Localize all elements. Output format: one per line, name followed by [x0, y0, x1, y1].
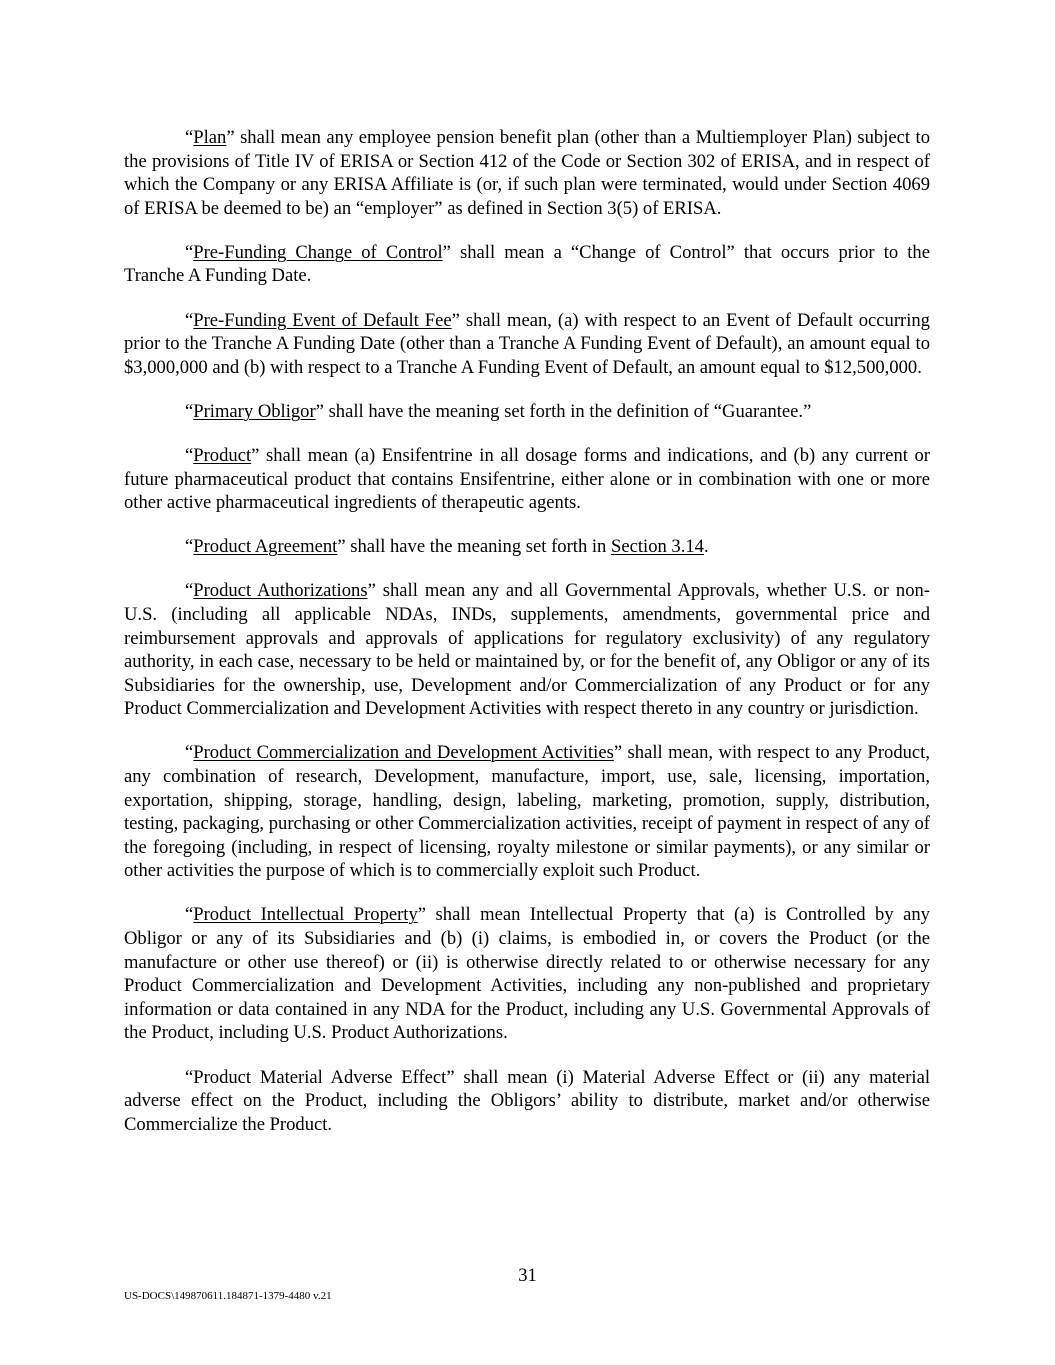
defined-term: Product Agreement — [193, 536, 338, 558]
defined-term: Primary Obligor — [193, 400, 316, 422]
section-reference: Section 3.14 — [611, 536, 704, 558]
defined-term: Plan — [193, 127, 227, 148]
definition-pre-funding-change-of-control: “Pre-Funding Change of Control” shall mean a “Change of Control” that occurs prior to the Tranche A Funding Date. — [124, 241, 930, 287]
definition-pre-funding-event-of-default-fee: “Pre-Funding Event of Default Fee” shall mean, (a) with respect to an Event of Default occurring prior to the Tranche A Funding Date (other than a Tranche A Funding Event of Default), an amount equal to $3,000,000 and (b) with respect to a Tranche A Funding Event of Default, an amount equal to $12,500,000. — [124, 309, 930, 378]
definition-product-agreement: “Product Agreement” shall have the meaning set forth in Section 3.14. — [185, 536, 709, 558]
page-number: 31 — [518, 1265, 537, 1286]
definition-product: “Product” shall mean (a) Ensifentrine in all dosage forms and indications, and (b) any current or future pharmaceutical product that contains Ensifentrine, either alone or in combination with one or more other active pharmaceutical ingredients of therapeutic agents. — [124, 444, 930, 514]
definition-plan: “Plan” shall mean any employee pension benefit plan (other than a Multiemployer Plan) subject to the provisions of Title IV of ERISA or Section 412 of the Code or Section 302 of ERISA, and in respect of which the Company or any ERISA Affiliate is (or, if such plan were terminated, would under Section 4069 of ERISA be deemed to be) an “employer” as defined in Section 3(5) of ERISA. — [124, 127, 930, 219]
defined-term: Pre-Funding Change of Control — [193, 241, 443, 263]
document-id: US-DOCS\149870611.184871-1379-4480 v.21 — [124, 1290, 332, 1302]
defined-term: Product — [193, 444, 252, 466]
definition-product-intellectual-property: “Product Intellectual Property” shall mean Intellectual Property that (a) is Controlled by any Obligor or any of its Subsidiaries and (b) (i) claims, is embodied in, or covers the Product (or the manufacture or other use thereof) or (ii) is otherwise directly related to or otherwise necessary for any Product Commercialization and Development Activities, including any non-published and proprietary information or data contained in any NDA for the Product, including any U.S. Governmental Approvals of the Product, including U.S. Product Authorizations. — [124, 904, 930, 1044]
defined-term: Pre-Funding Event of Default Fee — [193, 309, 452, 331]
defined-term: Product Commercialization and Development Activities — [193, 742, 614, 764]
defined-term: Product Intellectual Property — [193, 904, 418, 926]
definition-product-commercialization-and-development-activities: “Product Commercialization and Development Activities” shall mean, with respect to any Product, any combination of research, Development, manufacture, import, use, sale, licensing, importation, exportation, shipping, storage, handling, design, labeling, marketing, promotion, supply, distribution, testing, packaging, purchasing or other Commercialization activities, receipt of payment in respect of any of the foregoing (including, in respect of licensing, royalty milestone or similar payments), or any similar or other activities the purpose of which is to commercially exploit such Product. — [124, 742, 930, 882]
document-body — [124, 126, 930, 1157]
definition-product-authorizations: “Product Authorizations” shall mean any and all Governmental Approvals, whether U.S. or non-U.S. (including all applicable NDAs, INDs, supplements, amendments, governmental price and reimbursement approvals and approvals of applications for regulatory exclusivity) of any regulatory authority, in each case, necessary to be held or maintained by, or for the benefit of, any Obligor or any of its Subsidiaries for the ownership, use, Development and/or Commercialization of any Product or for any Product Commercialization and Development Activities with respect thereto in any country or jurisdiction. — [124, 580, 930, 720]
definition-product-material-adverse-effect: “Product Material Adverse Effect” shall mean (i) Material Adverse Effect or (ii) any material adverse effect on the Product, including the Obligors’ ability to distribute, market and/or otherwise Commercialize the Product. — [124, 1066, 930, 1135]
definition-primary-obligor: “Primary Obligor” shall have the meaning set forth in the definition of “Guarantee.” — [185, 400, 812, 422]
defined-term: Product Authorizations — [193, 580, 368, 602]
